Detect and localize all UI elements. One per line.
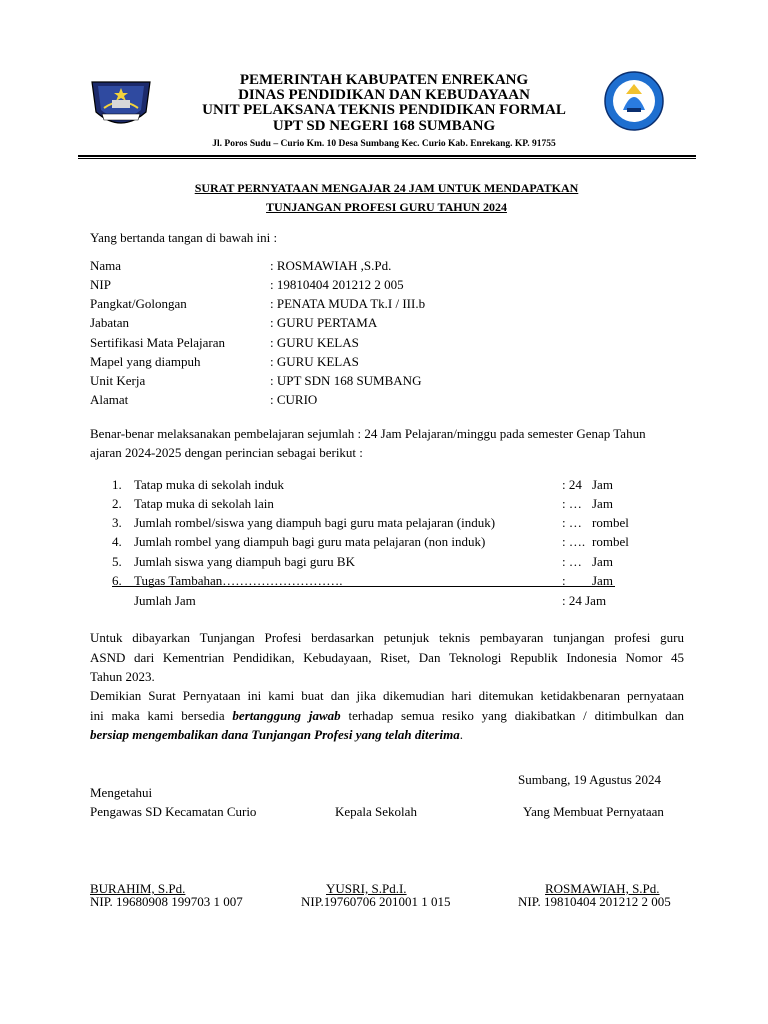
identity-label: NIP	[90, 277, 111, 292]
mengetahui-label: Mengetahui	[90, 785, 153, 800]
closing-paragraph-2	[90, 686, 684, 745]
item-number: 5.	[112, 554, 122, 569]
statement-line-1: Benar-benar melaksanakan pembelajaran sejumlah : 24 Jam Pelajaran/minggu pada semester Genap Tahun	[90, 426, 646, 441]
item-value: : ….	[562, 534, 586, 549]
identity-value: : UPT SDN 168 SUMBANG	[270, 373, 422, 388]
closing-p2-line-1: Demikian Surat Pernyataan ini kami buat dan jika dikemudian hari ditemukan ketidakbenaran pernyataan	[90, 688, 684, 703]
closing-p2-line-2	[90, 706, 684, 726]
identity-label: Nama	[90, 258, 122, 273]
item-number: 6.	[112, 573, 122, 588]
identity-value: : GURU KELAS	[270, 354, 359, 369]
letterhead-line-3: UNIT PELAKSANA TEKNIS PENDIDIKAN FORMAL	[202, 102, 566, 118]
item-text: Jumlah rombel yang diampuh bagi guru mata pelajaran (non induk)	[134, 534, 486, 549]
item-value: : 24	[562, 477, 582, 492]
statement-line-2: ajaran 2024-2025 dengan perincian sebagai berikut :	[90, 445, 363, 460]
signer-nip-pengawas: NIP. 19680908 199703 1 007	[90, 894, 243, 909]
identity-label: Pangkat/Golongan	[90, 296, 187, 311]
total-value: : 24 Jam	[562, 593, 607, 608]
item-value: : …	[562, 554, 582, 569]
letterhead-line-2: DINAS PENDIDIKAN DAN KEBUDAYAAN	[238, 87, 530, 103]
item-unit: Jam	[592, 496, 613, 511]
item-value: : …	[562, 515, 582, 530]
identity-label: Unit Kerja	[90, 373, 146, 388]
role-pembuat: Yang Membuat Pernyataan	[523, 804, 664, 819]
closing-p2-emphasis: bertanggung jawab	[232, 707, 341, 723]
signer-nip-kepala-sekolah: NIP.19760706 201001 1 015	[301, 894, 451, 909]
document-title-line-1: SURAT PERNYATAAN MENGAJAR 24 JAM UNTUK MENDAPATKAN	[194, 181, 579, 195]
item-unit: Jam	[592, 573, 613, 588]
intro-text: Yang bertanda tangan di bawah ini :	[90, 230, 278, 245]
signer-name-pengawas: BURAHIM, S.Pd.	[90, 881, 186, 896]
letterhead-rule	[78, 155, 696, 157]
item-unit: Jam	[592, 477, 613, 492]
closing-p2-emphasis: bersiap mengembalikan dana Tunjangan Profesi yang telah diterima	[90, 727, 460, 742]
identity-label: Mapel yang diampuh	[90, 354, 201, 369]
role-pengawas: Pengawas SD Kecamatan Curio	[90, 804, 257, 819]
letterhead-line-4: UPT SD NEGERI 168 SUMBANG	[272, 118, 496, 134]
identity-label: Jabatan	[90, 315, 129, 330]
item-number: 3.	[112, 515, 122, 530]
letterhead-line-1: PEMERINTAH KABUPATEN ENREKANG	[239, 72, 529, 88]
letterhead-rule-thin	[78, 158, 696, 159]
item-text: Tatap muka di sekolah induk	[134, 477, 285, 492]
item-unit: rombel	[592, 534, 629, 549]
item-text: Tatap muka di sekolah lain	[134, 496, 274, 511]
item-text: Jumlah rombel/siswa yang diampuh bagi guru mata pelajaran (induk)	[134, 515, 496, 530]
closing-p2-text: .	[459, 727, 463, 742]
identity-value: : ROSMAWIAH ,S.Pd.	[270, 258, 392, 273]
signer-name-kepala-sekolah: YUSRI, S.Pd.I.	[326, 881, 407, 896]
closing-p2-text: terhadap semua resiko yang diakibatkan / ditimbulkan dan	[340, 707, 684, 723]
role-kepala-sekolah: Kepala Sekolah	[335, 804, 417, 819]
closing-p2-text: ini maka kami bersedia	[90, 707, 233, 723]
item-number: 1.	[112, 477, 122, 492]
item-unit: Jam	[592, 554, 613, 569]
total-label: Jumlah Jam	[134, 593, 196, 608]
identity-value: : 19810404 201212 2 005	[270, 277, 404, 292]
closing-p2-line-3	[90, 725, 684, 745]
closing-p1-line-3: Tahun 2023.	[90, 669, 155, 684]
identity-value: : CURIO	[270, 392, 318, 407]
item-value: : …	[562, 496, 582, 511]
closing-p1-line-2: ASND dari Kementrian Pendidikan, Kebudayaan, Riset, Dan Teknologi Republik Indonesia Nomor 45	[90, 649, 684, 665]
item-text: Tugas Tambahan……………………….	[134, 573, 343, 588]
closing-paragraph-1	[90, 628, 684, 687]
item-text: Jumlah siswa yang diampuh bagi guru BK	[134, 554, 355, 569]
letterhead-address: Jl. Poros Sudu – Curio Km. 10 Desa Sumbang Kec. Curio Kab. Enrekang. KP. 91755	[212, 139, 556, 149]
closing-p1-line-1: Untuk dibayarkan Tunjangan Profesi berdasarkan petunjuk teknis pembayaran tunjangan profesi guru	[90, 630, 684, 645]
identity-value: : GURU PERTAMA	[270, 315, 378, 330]
item-number: 2.	[112, 496, 122, 511]
document-title-line-2: TUNJANGAN PROFESI GURU TAHUN 2024	[266, 200, 507, 214]
signer-nip-pembuat: NIP. 19810404 201212 2 005	[518, 894, 671, 909]
item-unit: rombel	[592, 515, 629, 530]
place-date: Sumbang, 19 Agustus 2024	[518, 772, 662, 787]
identity-value: : GURU KELAS	[270, 335, 359, 350]
signer-name-pembuat: ROSMAWIAH, S.Pd.	[545, 881, 660, 896]
identity-label: Sertifikasi Mata Pelajaran	[90, 335, 226, 350]
identity-value: : PENATA MUDA Tk.I / III.b	[270, 296, 426, 311]
identity-label: Alamat	[90, 392, 129, 407]
item-number: 4.	[112, 534, 122, 549]
item-value: :	[562, 573, 566, 588]
